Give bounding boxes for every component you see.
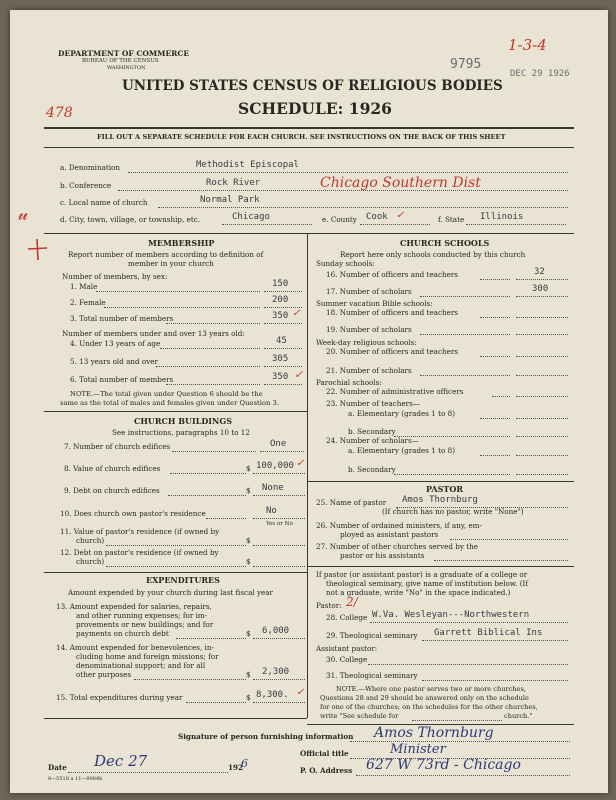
- q2-value: 200: [272, 295, 289, 305]
- q24b-label: b. Secondary: [348, 465, 396, 474]
- q29-label: 29. Theological seminary: [326, 631, 418, 640]
- pastor-note-1: NOTE.—Where one pastor serves two or more churches,: [336, 685, 526, 693]
- membership-rule: [44, 411, 307, 412]
- q14-label-1: 14. Amount expended for benevolences, in-: [56, 643, 214, 652]
- church-name-value: Normal Park: [200, 195, 260, 205]
- q25-note: (If church has no pastor, write "None"): [382, 507, 524, 516]
- schools-rule: [307, 481, 574, 482]
- signature-label: Signature of person furnishing information: [178, 732, 354, 741]
- year-prefix: 192: [228, 763, 244, 772]
- city-label: WASHINGTON: [107, 65, 146, 71]
- q23a-label: a. Elementary (grades 1 to 8): [348, 409, 455, 418]
- schedule-title: SCHEDULE: 1926: [238, 99, 392, 118]
- q13-value: 6,000: [262, 626, 290, 636]
- q30-label: 30. College: [326, 655, 368, 664]
- q2-label: 2. Female: [70, 298, 106, 307]
- graduate-instruction-3: not a graduate, write "No" in the space indicated.): [326, 588, 511, 597]
- form-title: UNITED STATES CENSUS OF RELIGIOUS BODIES: [122, 78, 503, 94]
- address-value: 627 W 73rd - Chicago: [366, 757, 521, 773]
- expenditures-subtitle: Amount expended by your church during last fiscal year: [68, 588, 273, 597]
- membership-subtitle-2: member in your church: [128, 259, 214, 268]
- q12-label-1: 12. Debt on pastor's residence (if owned by: [60, 548, 219, 557]
- vacation-schools-label: Summer vacation Bible schools:: [316, 299, 433, 308]
- q8-dollar-sign: $: [246, 464, 251, 473]
- column-divider: [307, 233, 308, 718]
- stamp-number: 9795: [450, 57, 482, 72]
- q15-label: 15. Total expenditures during year: [56, 693, 183, 702]
- q26-label-1: 26. Number of ordained ministers, if any, em-: [316, 521, 482, 530]
- q14-label-4: other purposes: [76, 670, 132, 679]
- q14-label-2: cluding home and foreign missions; for: [76, 652, 219, 661]
- instruction-rule: [44, 147, 574, 148]
- conference-handwritten-note: Chicago Southern Dist: [320, 175, 481, 191]
- q20-label: 20. Number of officers and teachers: [326, 347, 458, 356]
- age-intro-label: Number of members under and over 13 years old:: [62, 329, 245, 338]
- pastor-red-mark: 2/: [346, 595, 358, 609]
- q11-label-1: 11. Value of pastor's residence (if owned by: [60, 527, 220, 536]
- graduate-instruction-2: theological seminary, give name of institution below. (If: [326, 579, 529, 588]
- q6-value: 350: [272, 372, 289, 382]
- date-label: Date: [48, 763, 67, 772]
- q23b-label: b. Secondary: [348, 427, 396, 436]
- q4-value: 45: [276, 336, 287, 346]
- q21-label: 21. Number of scholars: [326, 366, 412, 375]
- assistant-pastor-label: Assistant pastor:: [316, 644, 378, 653]
- q8-label: 8. Value of church edifices: [64, 464, 161, 473]
- city-field-label: d. City, town, village, or township, etc.: [60, 215, 201, 224]
- q28-label: 28. College: [326, 613, 368, 622]
- q25-label: 25. Name of pastor: [316, 498, 387, 507]
- pastor-sublabel: Pastor:: [316, 601, 342, 610]
- official-title-label: Official title: [300, 749, 349, 758]
- date-value: Dec 27: [94, 752, 148, 770]
- buildings-rule: [44, 572, 307, 573]
- q25-value: Amos Thornburg: [402, 495, 478, 505]
- q13-dollar-sign: $: [246, 629, 251, 638]
- q22-label: 22. Number of administrative officers: [326, 387, 464, 396]
- pastor-note-4: write "See schedule for: [320, 712, 399, 720]
- membership-note-1: NOTE.—The total given under Question 6 should be the: [70, 390, 263, 398]
- q26-label-2: ployed as assistant pastors: [340, 530, 439, 539]
- q13-label-3: provements or new buildings; and for: [76, 620, 214, 629]
- department-label: DEPARTMENT OF COMMERCE: [58, 49, 190, 58]
- buildings-heading: CHURCH BUILDINGS: [134, 416, 232, 426]
- pastor-heading: PASTOR: [426, 484, 463, 494]
- census-schedule-sheet: [10, 10, 608, 793]
- q11-label-2: church): [76, 536, 105, 545]
- county-label: e. County: [322, 215, 357, 224]
- q28-value: W.Va. Wesleyan---Northwestern: [372, 610, 530, 620]
- body-bottom-rule: [44, 718, 307, 719]
- q24a-label: a. Elementary (grades 1 to 8): [348, 446, 455, 455]
- received-date-stamp: DEC 29 1926: [510, 69, 570, 79]
- q14-label-3: denominational support; and for all: [76, 661, 206, 670]
- q10-label: 10. Does church own pastor's residence: [60, 509, 206, 518]
- q19-label: 19. Number of scholars: [326, 325, 412, 334]
- q16-value: 32: [534, 267, 545, 277]
- state-value: Illinois: [480, 212, 524, 222]
- q13-label-1: 13. Amount expended for salaries, repairs,: [56, 602, 212, 611]
- q7-label: 7. Number of church edifices: [64, 442, 171, 451]
- county-checkmark: ✓: [396, 210, 405, 221]
- q15-checkmark: ✓: [296, 687, 305, 698]
- ident-rule: [44, 233, 574, 234]
- weekday-schools-label: Week-day religious schools:: [316, 338, 417, 347]
- q3-checkmark: ✓: [292, 308, 301, 319]
- q10-value: No: [266, 506, 277, 516]
- q7-value: One: [270, 439, 287, 449]
- schools-subtitle: Report here only schools conducted by this church: [340, 250, 526, 259]
- pastor-note-3: for one of the churches; on the schedules for the other churches,: [320, 703, 538, 711]
- red-note-top: 1-3-4: [508, 36, 547, 54]
- q9-label: 9. Debt on church edifices: [64, 486, 160, 495]
- membership-note-2: same as the total of males and females given under Question 3.: [60, 399, 279, 407]
- expenditures-heading: EXPENDITURES: [146, 575, 220, 585]
- q15-dollar-sign: $: [246, 693, 251, 702]
- year-handwritten-digit: 6: [241, 757, 248, 770]
- q3-value: 350: [272, 311, 289, 321]
- pastor-subrule: [307, 566, 574, 567]
- q6-checkmark: ✓: [294, 368, 304, 381]
- red-note-left: 478: [46, 105, 73, 121]
- sunday-schools-label: Sunday schools:: [316, 259, 375, 268]
- q9-dollar-sign: $: [246, 486, 251, 495]
- q8-checkmark: ✓: [296, 458, 305, 469]
- red-cross-mark: [24, 236, 50, 262]
- q24-label: 24. Number of scholars—: [326, 436, 419, 445]
- pastor-note-5: church.": [504, 712, 533, 720]
- yes-no-hint: Yes or No: [266, 521, 293, 527]
- q14-dollar-sign: $: [246, 670, 251, 679]
- denomination-value: Methodist Episcopal: [196, 160, 299, 170]
- q27-label-1: 27. Number of other churches served by the: [316, 542, 479, 551]
- q5-label: 5. 13 years old and over: [70, 357, 158, 366]
- q4-label: 4. Under 13 years of age: [70, 339, 161, 348]
- q13-label-4: payments on church debt: [76, 629, 169, 638]
- q23-label: 23. Number of teachers—: [326, 399, 420, 408]
- q17-label: 17. Number of scholars: [326, 287, 412, 296]
- q1-value: 150: [272, 279, 289, 289]
- county-value: Cook: [366, 212, 388, 222]
- conference-value: Rock River: [206, 178, 261, 188]
- signature-value: Amos Thornburg: [374, 725, 494, 741]
- instruction-line: FILL OUT A SEPARATE SCHEDULE FOR EACH CHURCH. SEE INSTRUCTIONS ON THE BACK OF THIS SHEET: [97, 133, 506, 141]
- city-field-value: Chicago: [232, 212, 270, 222]
- q14-value: 2,300: [262, 667, 290, 677]
- q12-label-2: church): [76, 557, 105, 566]
- q5-value: 305: [272, 354, 289, 364]
- q8-value: 100,000: [256, 461, 294, 471]
- q18-label: 18. Number of officers and teachers: [326, 308, 458, 317]
- official-title-value: Minister: [390, 742, 446, 757]
- q3-label: 3. Total number of members: [70, 314, 174, 323]
- church-name-label: c. Local name of church: [60, 198, 148, 207]
- state-label: f. State: [438, 215, 465, 224]
- bureau-label: BUREAU OF THE CENSUS: [82, 58, 159, 64]
- membership-heading: MEMBERSHIP: [148, 238, 215, 248]
- q9-value: None: [262, 483, 284, 493]
- q16-label: 16. Number of officers and teachers: [326, 270, 458, 279]
- header-rule: [44, 127, 574, 129]
- denomination-label: a. Denomination: [60, 163, 120, 172]
- parochial-schools-label: Parochial schools:: [316, 378, 382, 387]
- buildings-subtitle: See instructions, paragraphs 10 to 12: [112, 428, 250, 437]
- q12-dollar-sign: $: [246, 557, 251, 566]
- conference-label: b. Conference: [60, 181, 112, 190]
- q1-label: 1. Male: [70, 282, 98, 291]
- q31-label: 31. Theological seminary: [326, 671, 418, 680]
- address-label: P. O. Address: [300, 766, 353, 775]
- graduate-instruction-1: If pastor (or assistant pastor) is a graduate of a college or: [316, 570, 528, 579]
- red-margin-mark: 𝓊: [18, 204, 29, 225]
- q27-label-2: pastor or his assistants: [340, 551, 425, 560]
- q6-label: 6. Total number of members: [70, 375, 174, 384]
- q17-value: 300: [532, 284, 549, 294]
- membership-subtitle-1: Report number of members according to definition of: [68, 250, 264, 259]
- q13-label-2: and other running expenses; for im-: [76, 611, 208, 620]
- form-number: 8—5518 a 11—9084b: [48, 776, 103, 782]
- q15-value: 8,300.: [256, 690, 289, 700]
- pastor-note-2: Questions 28 and 29 should be answered only on the schedule: [320, 694, 529, 702]
- members-by-sex-label: Number of members, by sex:: [62, 272, 168, 281]
- schools-heading: CHURCH SCHOOLS: [400, 238, 490, 248]
- q29-value: Garrett Biblical Ins: [434, 628, 543, 638]
- q11-dollar-sign: $: [246, 536, 251, 545]
